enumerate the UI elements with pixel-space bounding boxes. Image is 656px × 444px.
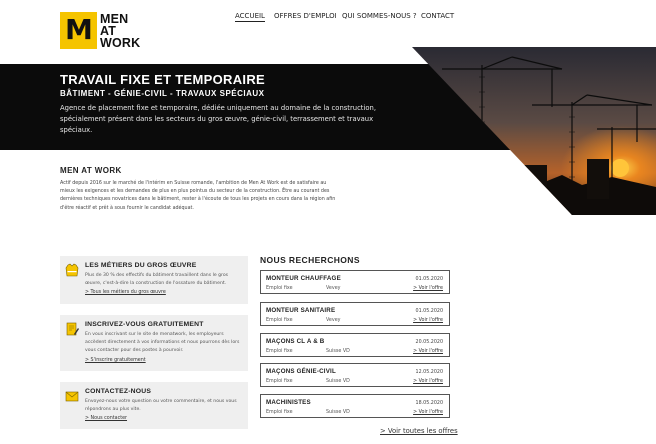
job-type: Emploi fixe: [266, 379, 293, 384]
job-type: Emploi fixe: [266, 286, 293, 291]
job-title: MAÇONS GÉNIE-CIVIL: [266, 368, 336, 375]
job-offer[interactable]: [260, 333, 450, 357]
nav-offres-emploi[interactable]: OFFRES D'EMPLOI: [274, 12, 337, 20]
about-title: MEN AT WORK: [60, 166, 122, 175]
job-link[interactable]: > Voir l'offre: [413, 410, 443, 415]
job-location: Suisse VD: [326, 410, 350, 415]
document-pen-icon: [65, 322, 79, 336]
job-offer[interactable]: [260, 270, 450, 294]
job-location: Suisse VD: [326, 349, 350, 354]
logo-line: AT: [100, 23, 117, 38]
card-metiers: [60, 256, 248, 304]
job-title: MACHINISTES: [266, 399, 311, 406]
job-date: 20.05.2020: [415, 340, 443, 345]
job-date: 12.05.2020: [415, 370, 443, 375]
card-title: CONTACTEZ-NOUS: [85, 388, 152, 395]
job-type: Emploi fixe: [266, 318, 293, 323]
job-offer[interactable]: [260, 302, 450, 326]
job-location: Vevey: [326, 318, 341, 323]
hero-subtitle: BÂTIMENT - GÉNIE-CIVIL - TRAVAUX SPÉCIAUX: [60, 89, 265, 98]
logo-mark: [60, 12, 97, 49]
job-type: Emploi fixe: [266, 349, 293, 354]
card-text: Envoyez-nous votre question ou votre commentaire, et nous vous répondrons au plus vite.: [85, 399, 237, 412]
worker-vest-icon: [65, 263, 79, 277]
job-date: 01.05.2020: [415, 277, 443, 282]
job-type: Emploi fixe: [266, 410, 293, 415]
card-inscription: [60, 315, 248, 371]
recherchons-title: NOUS RECHERCHONS: [260, 255, 360, 265]
all-offers-link[interactable]: > Voir toutes les offres: [380, 427, 458, 435]
job-title: MAÇONS CL A & B: [266, 338, 325, 345]
hero-title: TRAVAIL FIXE ET TEMPORAIRE: [60, 72, 265, 87]
logo-line: WORK: [100, 35, 141, 50]
job-title: MONTEUR SANITAIRE: [266, 307, 336, 314]
job-offer[interactable]: [260, 363, 450, 387]
job-link[interactable]: > Voir l'offre: [413, 379, 443, 384]
card-title: INSCRIVEZ-VOUS GRATUITEMENT: [85, 321, 204, 328]
logo-line: MEN: [100, 11, 129, 26]
card-title: LES MÉTIERS DU GROS ŒUVRE: [85, 262, 197, 269]
job-date: 01.05.2020: [415, 309, 443, 314]
logo-letter: M: [65, 13, 93, 46]
job-location: Vevey: [326, 286, 341, 291]
job-date: 18.05.2020: [415, 401, 443, 406]
card-text: En vous inscrivant sur le site de menatwork, les employeurs accèdent directement à vos informations et nous pourrons dès lors vous contacter pour des postes à pourvoir.: [85, 332, 240, 353]
hero-description: Agence de placement fixe et temporaire, dédiée uniquement au domaine de la construction, spécialement présent dans les secteurs du gros œuvre, génie-civil, terrassement et travaux spéciaux.: [60, 104, 376, 134]
job-title: MONTEUR CHAUFFAGE: [266, 275, 341, 282]
logo[interactable]: [60, 12, 140, 49]
card-link[interactable]: > Tous les métiers du gros œuvre: [85, 290, 166, 295]
construction-site-photo: [412, 47, 656, 215]
job-link[interactable]: > Voir l'offre: [413, 349, 443, 354]
job-offer[interactable]: [260, 394, 450, 418]
job-location: Suisse VD: [326, 379, 350, 384]
about-text: Actif depuis 2016 sur le marché de l'intérim en Suisse romande, l'ambition de Men At Work est de satisfaire au mieux les exigences et les demandes de plus en plus pointus du secteur de la construction. Être au courant des dernières techniques novatrices dans le bâtiment, rester à l'écoute de tous les projets en cours dans la région afin d'être réactif et prêt à sous fournir le candidat adéquat.: [60, 181, 336, 211]
envelope-icon: [65, 389, 79, 403]
logo-text: [100, 13, 140, 49]
card-contact: [60, 382, 248, 429]
nav-qui-sommes-nous[interactable]: QUI SOMMES-NOUS ?: [342, 12, 417, 20]
card-link[interactable]: > Nous contacter: [85, 416, 128, 421]
card-link[interactable]: > S'inscrire gratuitement: [85, 358, 146, 363]
nav-accueil[interactable]: ACCUEIL: [235, 12, 265, 20]
card-text: Plus de 30 % des effectifs du bâtiment travaillent dans le gros œuvre, c'est-à-dire la construction de l'ossature du bâtiment.: [85, 273, 229, 286]
job-link[interactable]: > Voir l'offre: [413, 286, 443, 291]
job-link[interactable]: > Voir l'offre: [413, 318, 443, 323]
nav-contact[interactable]: CONTACT: [421, 12, 455, 20]
